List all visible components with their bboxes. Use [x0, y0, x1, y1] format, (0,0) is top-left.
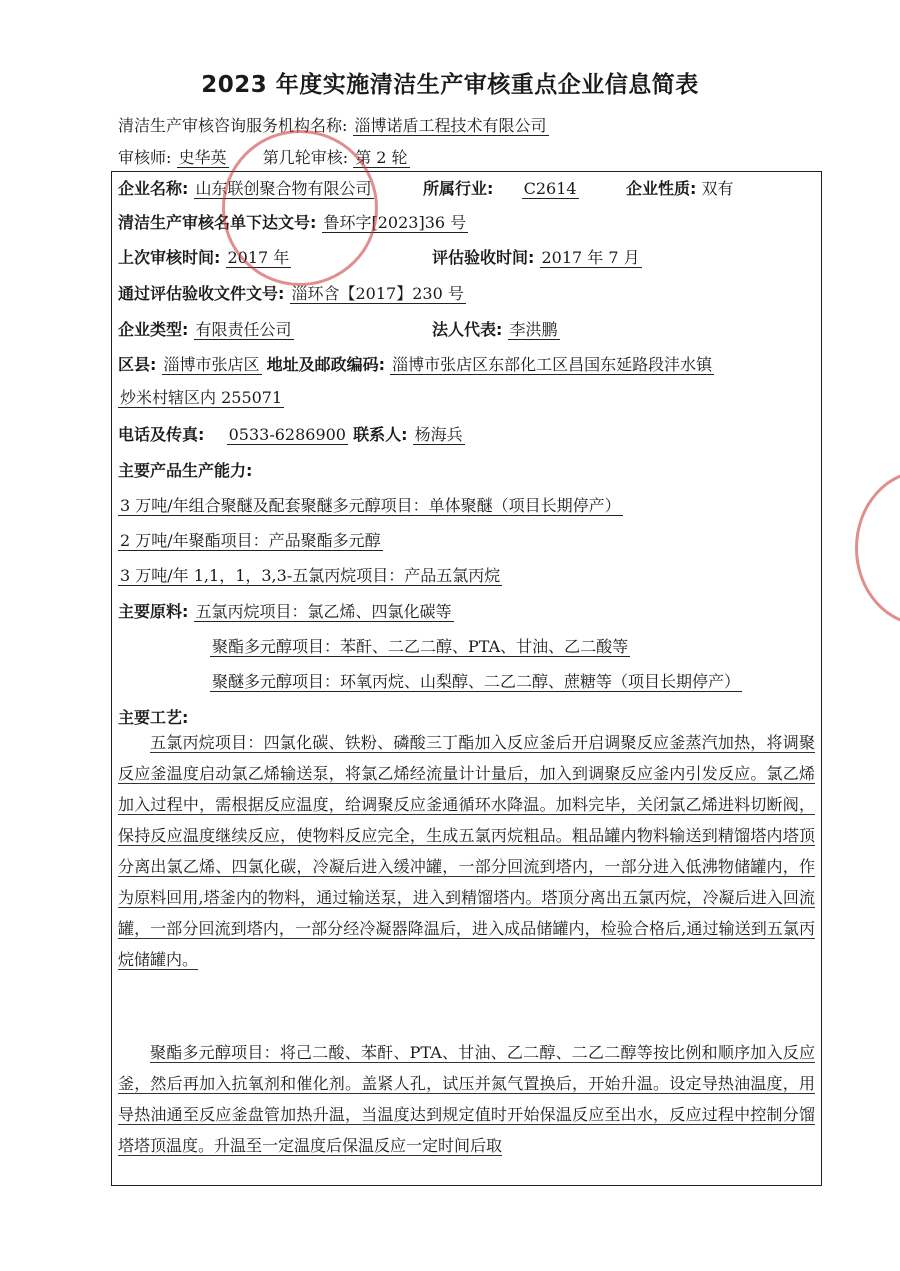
- agency-row: [118, 115, 549, 137]
- eval-label: 评估验收时间:: [432, 248, 535, 267]
- industry-label: 所属行业:: [423, 179, 494, 198]
- pass-doc-value: 淄环含【2017】230 号: [291, 284, 464, 303]
- materials-item: [210, 671, 742, 693]
- type-label: 企业类型:: [118, 320, 189, 339]
- eval-row: [432, 247, 642, 269]
- auditor-row: [118, 147, 410, 169]
- phone-label: 电话及传真:: [118, 425, 205, 444]
- phone-value: 0533-6286900: [228, 425, 346, 444]
- capacity-item-3: 3 万吨/年 1,1，1，3,3-五氯丙烷项目：产品五氯丙烷: [120, 566, 501, 585]
- district-value: 淄博市张店区: [163, 355, 260, 374]
- capacity-label: 主要产品生产能力:: [118, 461, 253, 480]
- legal-row: [432, 319, 560, 341]
- capacity-item: [118, 530, 383, 552]
- materials-item-1: 五氯丙烷项目：氯乙烯、四氯化碳等: [195, 602, 452, 621]
- capacity-item-2: 2 万吨/年聚酯项目：产品聚酯多元醇: [120, 531, 381, 550]
- nature-value: 双有: [701, 179, 734, 198]
- auditor-value: 史华英: [178, 148, 227, 167]
- page-title: 2023 年度实施清洁生产审核重点企业信息简表: [201, 72, 699, 98]
- capacity-item-1: 3 万吨/年组合聚醚及配套聚醚多元醇项目：单体聚醚（项目长期停产）: [120, 496, 621, 515]
- pass-doc-label: 通过评估验收文件文号:: [118, 284, 285, 303]
- agency-label: 清洁生产审核咨询服务机构名称:: [118, 116, 348, 135]
- type-row: [118, 319, 294, 341]
- last-audit-label: 上次审核时间:: [118, 248, 221, 267]
- edge-seal-icon: [855, 470, 900, 626]
- capacity-item: [118, 495, 623, 517]
- doc-row: [118, 212, 468, 234]
- nature-row: [626, 178, 734, 200]
- capacity-item: [118, 565, 502, 587]
- last-audit-value: 2017 年: [227, 248, 290, 267]
- eval-value: 2017 年 7 月: [541, 248, 640, 267]
- industry-value: C2614: [523, 179, 577, 198]
- doc-value: 鲁环字[2023]36 号: [323, 213, 467, 232]
- phone-row: [118, 424, 465, 446]
- address-row-2: [118, 387, 284, 409]
- pass-doc-row: [118, 283, 466, 305]
- materials-label: 主要原料:: [118, 602, 189, 621]
- doc-label: 清洁生产审核名单下达文号:: [118, 213, 317, 232]
- materials-item-2: 聚酯多元醇项目：苯酐、二乙二醇、PTA、甘油、乙二酸等: [212, 637, 629, 656]
- address-value-line1: 淄博市张店区东部化工区昌国东延路段沣水镇: [392, 355, 713, 374]
- materials-item: [210, 636, 630, 658]
- address-label: 地址及邮政编码:: [266, 355, 386, 374]
- last-audit-row: [118, 247, 291, 269]
- district-label: 区县:: [118, 355, 157, 374]
- round-value: 第 2 轮: [355, 148, 408, 167]
- capacity-heading: [118, 460, 252, 482]
- legal-value: 李洪鹏: [509, 320, 558, 339]
- company-row: [118, 178, 374, 200]
- round-label: 第几轮审核:: [262, 148, 349, 167]
- company-value: 山东联创聚合物有限公司: [195, 179, 372, 198]
- materials-item-3: 聚醚多元醇项目：环氧丙烷、山梨醇、二乙二醇、蔗糖等（项目长期停产）: [212, 672, 741, 691]
- process-paragraph-2: [118, 1037, 815, 1161]
- auditor-label: 审核师:: [118, 148, 172, 167]
- materials-row: [118, 601, 454, 623]
- process-text-1: 五氯丙烷项目：四氯化碳、铁粉、磷酸三丁酯加入反应釜后开启调聚反应釜蒸汽加热，将调聚反应釜温度启动氯乙烯输送泵，将氯乙烯经流量计计量后，加入到调聚反应釜内引发反应。氯乙烯加入过程中，需根据反应温度，给调聚反应釜通循环水降温。加料完毕，关闭氯乙烯进料切断阀，保持反应温度继续反应，使物料反应完全，生成五氯丙烷粗品。粗品罐内物料输送到精馏塔内塔顶分离出氯乙烯、四氯化碳，冷凝后进入缓冲罐，一部分回流到塔内，一部分进入低沸物储罐内，作为原料回用,塔釜内的物料，通过输送泵，进入到精馏塔内。塔顶分离出五氯丙烷，冷凝后进入回流罐，一部分回流到塔内，一部分经冷凝器降温后，进入成品储罐内，检验合格后,通过输送到五氯丙烷储罐内。: [118, 733, 815, 969]
- legal-label: 法人代表:: [432, 320, 503, 339]
- company-label: 企业名称:: [118, 179, 189, 198]
- type-value: 有限责任公司: [195, 320, 292, 339]
- address-value-line2: 炒米村辖区内 255071: [120, 388, 283, 407]
- contact-label: 联系人:: [353, 425, 408, 444]
- process-paragraph-1: [118, 727, 815, 975]
- contact-value: 杨海兵: [414, 425, 463, 444]
- process-label: 主要工艺:: [118, 708, 189, 727]
- industry-row: [423, 178, 579, 200]
- agency-value: 淄博诺盾工程技术有限公司: [354, 116, 547, 135]
- process-text-2: 聚酯多元醇项目：将己二酸、苯酐、PTA、甘油、乙二醇、二乙二醇等按比例和顺序加入反应釜，然后再加入抗氧剂和催化剂。盖紧人孔，试压并氮气置换后，开始升温。设定导热油温度，用导热油通至反应釜盘管加热升温，当温度达到规定值时开始保温反应至出水，反应过程中控制分馏塔塔顶温度。升温至一定温度后保温反应一定时间后取: [118, 1043, 815, 1155]
- district-row: [118, 354, 714, 376]
- nature-label: 企业性质:: [626, 179, 697, 198]
- process-heading: [118, 707, 188, 729]
